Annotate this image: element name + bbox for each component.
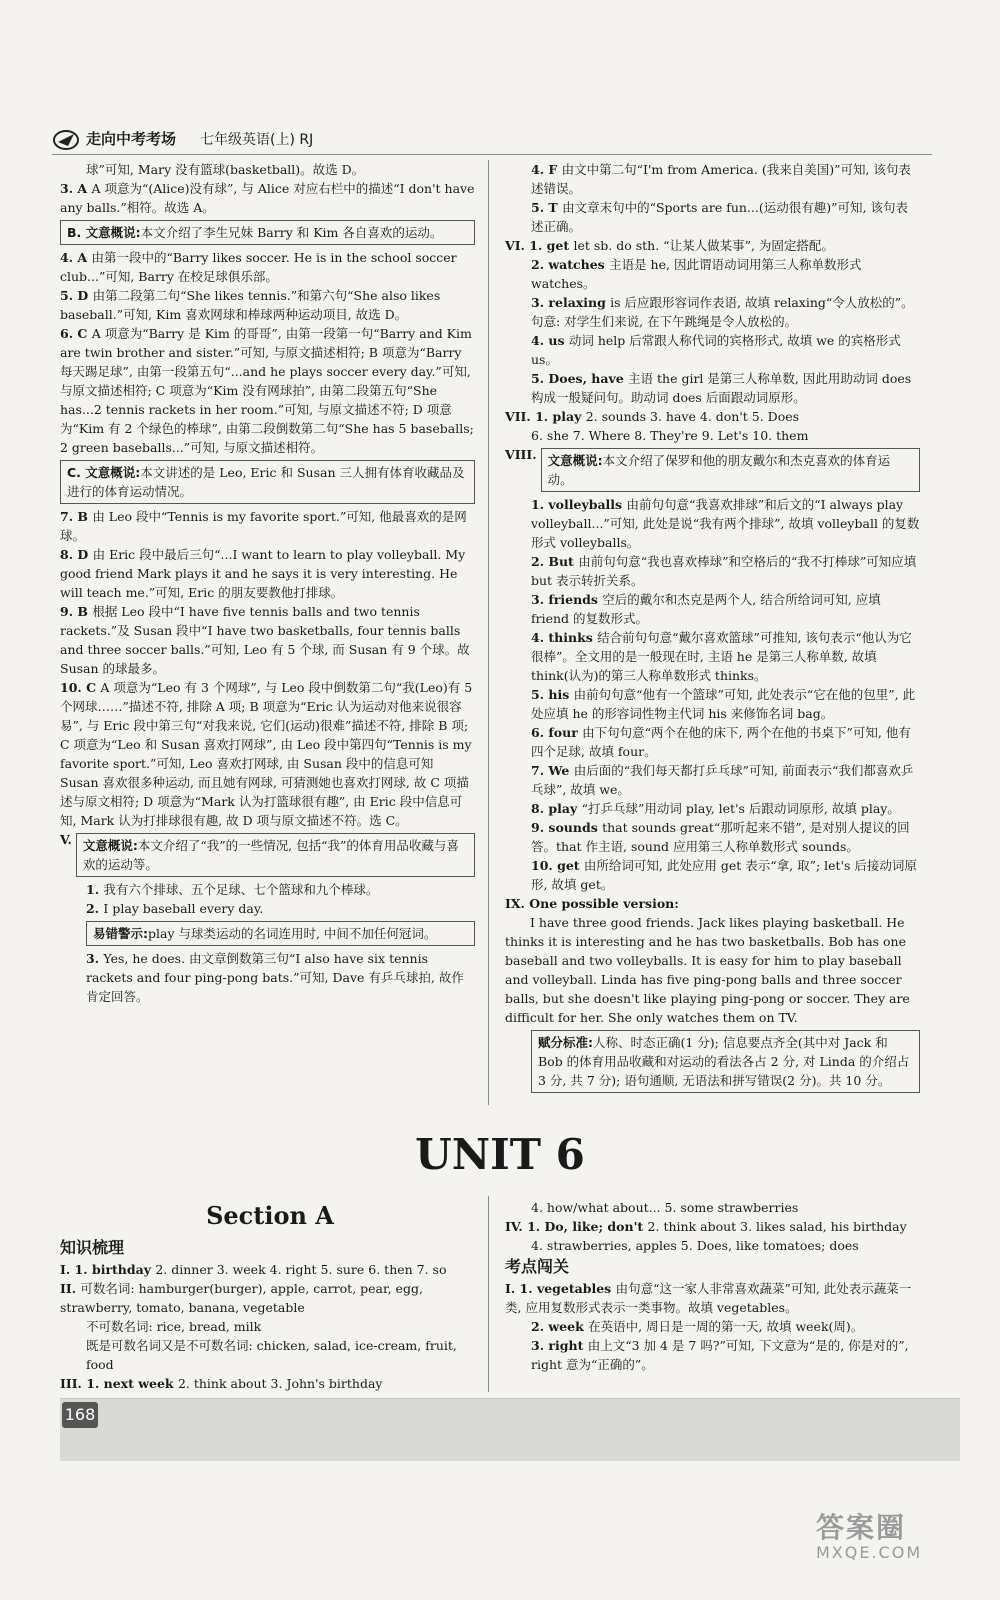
answer-item [60,899,475,918]
answer-text: 由前句句意“我喜欢排球”和后文的“I always play volleyball...”可知, 此处是说“我有两个排球”, 故填 volleyball 的复数形式 volleyballs。 [531,497,920,550]
answer-text: 由 Eric 段中最后三句“...I want to learn to play volleyball. My good friend Mark plays it and he says it is very interesting. He will teach me.”可知, Eric 的朋友要教他打排球。 [60,547,466,600]
answer-text: I have three good friends. Jack likes playing basketball. He thinks it is interesting and he has two basketballs. Bob has one baseball and two volleyballs. It is easy for him to play baseball and volleyball. Linda has five ping-pong balls and three soccer balls, but she doesn't like playing ping-pong or soccer. They are difficult for her. She only watches them on TV. [505,915,910,1025]
answer-text: 本文讲述的是 Leo, Eric 和 Susan 三人拥有体育收藏品及进行的体育运动情况。 [67,465,465,499]
grade-label: 七年级英语(上) RJ [200,132,314,148]
answer-item [505,723,920,761]
answer-item [60,160,475,179]
answer-number: IV. 1. Do, like; don't [505,1219,648,1234]
answer-number: 7. We [531,763,574,778]
answer-number: 3. right [531,1338,588,1353]
answer-number: 2. But [531,554,579,569]
answer-text: 4. strawberries, apples 5. Does, like tomatoes; does [531,1238,859,1253]
answer-item [505,1336,920,1374]
answer-item [505,331,920,369]
unit-title: UNIT 6 [415,1130,585,1179]
answer-text: 本文介绍了保罗和他的朋友戴尔和杰克喜欢的体育运动。 [547,453,891,487]
answer-number: 6. C [60,326,92,341]
note-tag: 文意概说: [547,453,603,468]
answer-text: 由上文“3 加 4 是 7 吗?”可知, 下文意为“是的, 你是对的”, right 意为“正确的”。 [531,1338,909,1372]
answer-text: 主语 the girl 是第三人称单数, 因此用助动词 does 构成一般疑问句。助动词 does 后面跟动词原形。 [531,371,912,405]
answer-item [505,552,920,590]
answer-item [60,880,475,899]
answer-number: VII. 1. play [505,409,586,424]
answer-number: 9. sounds [531,820,603,835]
brand-title: 走向中考考场 [86,130,177,148]
unit-divider [488,1196,489,1392]
answer-number: III. 1. next week [60,1376,178,1391]
answer-number: 5. Does, have [531,371,629,386]
answer-number: 3. [86,951,104,966]
answer-item [60,507,475,545]
answer-text: A 项意为“Leo 有 3 个网球”, 与 Leo 段中倒数第二句“我(Leo)有 5 个网球……”描述不符, 排除 A 项; B 项意为“Eric 认为运动对他来说很容易”, 与 Eric 段中第三句“对我来说, 它们(运动)很难”描述不符, 排除 B 项; C 项意为“Leo 和 Susan 喜欢打网球”, 由 Leo 段中第四句“Tennis is my favorite sport.”可知, Leo 喜欢打网球, 由 Susan 段中的信息可知 Susan 喜欢很多种运动, 而且她有网球, 可猜测她也喜欢打网球, 故 C 项描述与原文相符; D 项意为“Mark 认为打篮球很有趣”, 由 Eric 段中信息可知, Mark 认为打排球很有趣, 故 D 项与原文描述不符。选 C。 [60,680,473,828]
answer-text: 2. think about 3. John's birthday [177,1376,383,1391]
answer-item [60,1317,475,1336]
summary-box [505,445,920,495]
answer-number: 7. B [60,509,93,524]
answer-text: 6. she 7. Where 8. They're 9. Let's 10. them [531,428,809,443]
answer-text: 既是可数名词又是不可数名词: chicken, salad, ice-cream, fruit, food [86,1338,457,1372]
unit-left-column [60,1236,475,1396]
answer-item [60,286,475,324]
answer-text: 由前句句意“我也喜欢棒球”和空格后的“我不打棒球”可知应填 but 表示转折关系。 [531,554,917,588]
answer-item [60,1374,475,1393]
answer-text: 我有六个排球、五个足球、七个篮球和九个棒球。 [103,882,379,897]
answer-item [505,293,920,331]
summary-box [505,1030,920,1093]
answer-item [505,856,920,894]
answer-item [505,894,920,913]
bordered-note [86,921,475,946]
answer-text: 结合前句句意“戴尔喜欢篮球”可推知, 该句表示“他认为它很棒”。全文用的是一般现在时, 主语 he 是第三人称单数, 故填 think(认为)的第三人称单数形式 thinks。 [531,630,912,683]
answer-text: “打乒乓球”用动词 play, let's 后跟动词原形, 故填 play。 [581,801,900,816]
answer-text: 由文中第二句“I'm from America. (我来自美国)”可知, 该句表述错误。 [531,162,911,196]
answer-item [505,1317,920,1336]
logo-icon [52,128,82,152]
answer-text: 由第一段中的“Barry likes soccer. He is in the school soccer club...”可知, Barry 在校足球俱乐部。 [60,250,457,284]
answer-text: 不可数名词: rice, bread, milk [86,1319,262,1334]
answer-number: 4. thinks [531,630,598,645]
answer-item [60,1336,475,1374]
answer-text: 由句意“这一家人非常喜欢蔬菜”可知, 此处表示蔬菜一类, 应用复数形式表示一类事物。故填 vegetables。 [505,1281,912,1315]
answer-number: 9. B [60,604,93,619]
essay-paragraph [505,913,920,1027]
answer-text: Yes, he does. 由文章倒数第三句“I also have six tennis rackets and four ping-pong bats.”可知, Dave 有乒乓球拍, 故作肯定回答。 [86,951,464,1004]
answer-item [60,248,475,286]
answer-text: 由 Leo 段中“Tennis is my favorite sport.”可知, 他最喜欢的是网球。 [60,509,467,543]
answer-text: 动词 help 后常跟人称代词的宾格形式, 故填 we 的宾格形式 us。 [531,333,901,367]
answer-number: 4. A [60,250,92,265]
note-tag: 赋分标准: [538,1035,593,1050]
footer-band [60,1398,960,1461]
bordered-note [60,220,475,245]
answer-number: 5. his [531,687,574,702]
answer-number: 5. T [531,200,563,215]
answer-item [60,545,475,602]
answer-item [505,255,920,293]
answer-text: is 后应跟形容词作表语, 故填 relaxing“令人放松的”。句意: 对学生们来说, 在下午跳绳是令人放松的。 [531,295,914,329]
answer-number: 1. [86,882,104,897]
answer-item [60,678,475,830]
answer-text: 由后面的“我们每天都打乒乓球”可知, 前面表示“我们都喜欢乒乓球”, 故填 we。 [531,763,914,797]
answer-number: 2. watches [531,257,610,272]
watermark [816,1511,986,1588]
bordered-note [531,1030,920,1093]
answer-number: VI. 1. get [505,238,574,253]
column-divider [488,160,489,1105]
answer-number: 4. F [531,162,562,177]
answer-item [505,160,920,198]
summary-box [60,460,475,504]
answer-number: 8. D [60,547,93,562]
watermark-logo: 答案圈 [816,1511,907,1544]
section-title: Section A [206,1201,334,1230]
summary-box [60,921,475,946]
answer-item [505,590,920,628]
answer-item [505,1236,920,1255]
answer-number: 2. [86,901,104,916]
answer-text: One possible version: [529,896,679,911]
answer-item [60,324,475,457]
answer-text: 由第二段第二句“She likes tennis.”和第六句“She also likes baseball.”可知, Kim 喜欢网球和棒球两种运动项目, 故选 D。 [60,288,441,322]
note-tag: 文意概说: [82,838,138,853]
answer-number: 10. get [531,858,584,873]
answer-item [505,1279,920,1317]
answer-number: 10. C [60,680,101,695]
answer-item [505,369,920,407]
answer-number: 6. four [531,725,583,740]
answer-text: that sounds great“那听起来不错”, 是对别人提议的回答。that 作主语, sound 应用第三人称单数形式 sounds。 [531,820,910,854]
answer-text: 在英语中, 周日是一周的第一天, 故填 week(周)。 [588,1319,864,1334]
answer-text: 由下句句意“两个在他的床下, 两个在他的书桌下”可知, 他有四个足球, 故填 four。 [531,725,911,759]
summary-box [60,220,475,245]
answer-item [505,1198,920,1217]
answer-text: 2. think about 3. likes salad, his birthday [647,1219,907,1234]
bordered-note [76,833,475,877]
watermark-url: MXQE.COM [816,1543,923,1562]
answer-text: A 项意为“(Alice)没有球”, 与 Alice 对应右栏中的描述“I don't have any balls.”相符。故选 A。 [60,181,475,215]
answer-item [505,236,920,255]
answer-text: 根据 Leo 段中“I have five tennis balls and two tennis rackets.”及 Susan 段中“I have two basketballs, four tennis balls and three soccer balls.”可知, Leo 有 5 个球, 而 Susan 有 9 个球。故 Susan 的球最多。 [60,604,470,676]
answer-item [60,1260,475,1279]
left-column [60,160,475,1105]
answer-item [505,628,920,685]
answer-item [60,179,475,217]
answer-text: play 与球类运动的名词连用时, 中间不加任何冠词。 [148,926,437,941]
answer-text: 球”可知, Mary 没有篮球(basketball)。故选 D。 [86,162,365,177]
page-header [52,128,932,155]
answer-text: 2. sounds 3. have 4. don't 5. Does [585,409,800,424]
answer-number: I. 1. birthday [60,1262,156,1277]
answer-text: 由前句句意“他有一个篮球”可知, 此处表示“它在他的包里”, 此处应填 he 的形容词性物主代词 his 来修饰名词 bag。 [531,687,916,721]
answer-text: 人称、时态正确(1 分); 信息要点齐全(其中对 Jack 和 Bob 的体育用品收藏和对运动的看法各占 2 分, 对 Linda 的介绍占 3 分, 共 7 分); 语句通顺, 无语法和拼写错误(2 分)。共 10 分。 [538,1035,910,1088]
answer-text: 2. dinner 3. week 4. right 5. sure 6. then 7. so [155,1262,447,1277]
answer-number: 3. relaxing [531,295,611,310]
answer-item [505,495,920,552]
answer-text: 可数名词: hamburger(burger), apple, carrot, pear, egg, strawberry, tomato, banana, vegetable [60,1281,423,1315]
answer-number: 1. volleyballs [531,497,627,512]
unit-right-column [505,1198,920,1394]
answer-number: 8. play [531,801,582,816]
answer-number: II. [60,1281,81,1296]
answer-item [505,799,920,818]
answer-text: 主语是 he, 因此谓语动词用第三人称单数形式 watches。 [531,257,862,291]
answer-text: 由文章末句中的“Sports are fun...(运动很有趣)”可知, 该句表述正确。 [531,200,908,234]
note-tag: 易错警示: [93,926,148,941]
knowledge-heading: 知识梳理 [60,1238,125,1257]
answer-number: 4. us [531,333,569,348]
answer-text: 空后的戴尔和杰克是两个人, 结合所给词可知, 应填 friend 的复数形式。 [531,592,881,626]
answer-text: 本文介绍了李生兄妹 Barry 和 Kim 各自喜欢的运动。 [140,225,443,240]
bordered-note [541,448,920,492]
answer-item [505,761,920,799]
answer-text: 本文介绍了“我”的一些情况, 包括“我”的体育用品收藏与喜欢的运动等。 [82,838,459,872]
summary-box [60,830,475,880]
answer-number: IX. [505,896,530,911]
answer-item [60,602,475,678]
answer-text: let sb. do sth. “让某人做某事”, 为固定搭配。 [573,238,834,253]
answer-item [505,407,920,426]
answer-item [505,685,920,723]
note-tag: C. 文意概说: [67,465,141,480]
answer-text: 由所给词可知, 此处应用 get 表示“拿, 取”; let's 后接动词原形, 故填 get。 [531,858,917,892]
answer-number: V. [60,832,72,847]
answer-number: 5. D [60,288,93,303]
answer-text: 4. how/what about... 5. some strawberries [531,1200,799,1215]
answer-number: VIII. [505,447,537,462]
answer-item [505,198,920,236]
checkpoint-heading: 考点闯关 [505,1257,570,1276]
answer-number: 3. friends [531,592,603,607]
answer-number: I. 1. vegetables [505,1281,616,1296]
answer-item [505,1217,920,1236]
answer-item [505,818,920,856]
answer-item [505,426,920,445]
note-tag: B. 文意概说: [67,225,141,240]
answer-number: 3. A [60,181,92,196]
page-number: 168 [62,1402,98,1428]
answer-text: A 项意为“Barry 是 Kim 的哥哥”, 由第一段第一句“Barry and Kim are twin brother and sister.”可知, 与原文描述相符; B 项意为“Barry 每天踢足球”, 由第一段第五句“...and he plays soccer every day.”可知, 与原文描述相符; C 项意为“Kim 没有网球拍”, 由第二段第五句“She has...2 tennis rackets in her room.”可知, 与原文描述不符; D 项意为“Kim 有 2 个绿色的棒球”, 由第二段倒数第二句“She has 5 baseballs; 2 green baseballs...”可知, 与原文描述相符。 [60,326,474,455]
answer-item [60,949,475,1006]
answer-number: 2. week [531,1319,589,1334]
answer-item [60,1279,475,1317]
right-column [505,160,920,1105]
answer-text: I play baseball every day. [103,901,264,916]
bordered-note [60,460,475,504]
